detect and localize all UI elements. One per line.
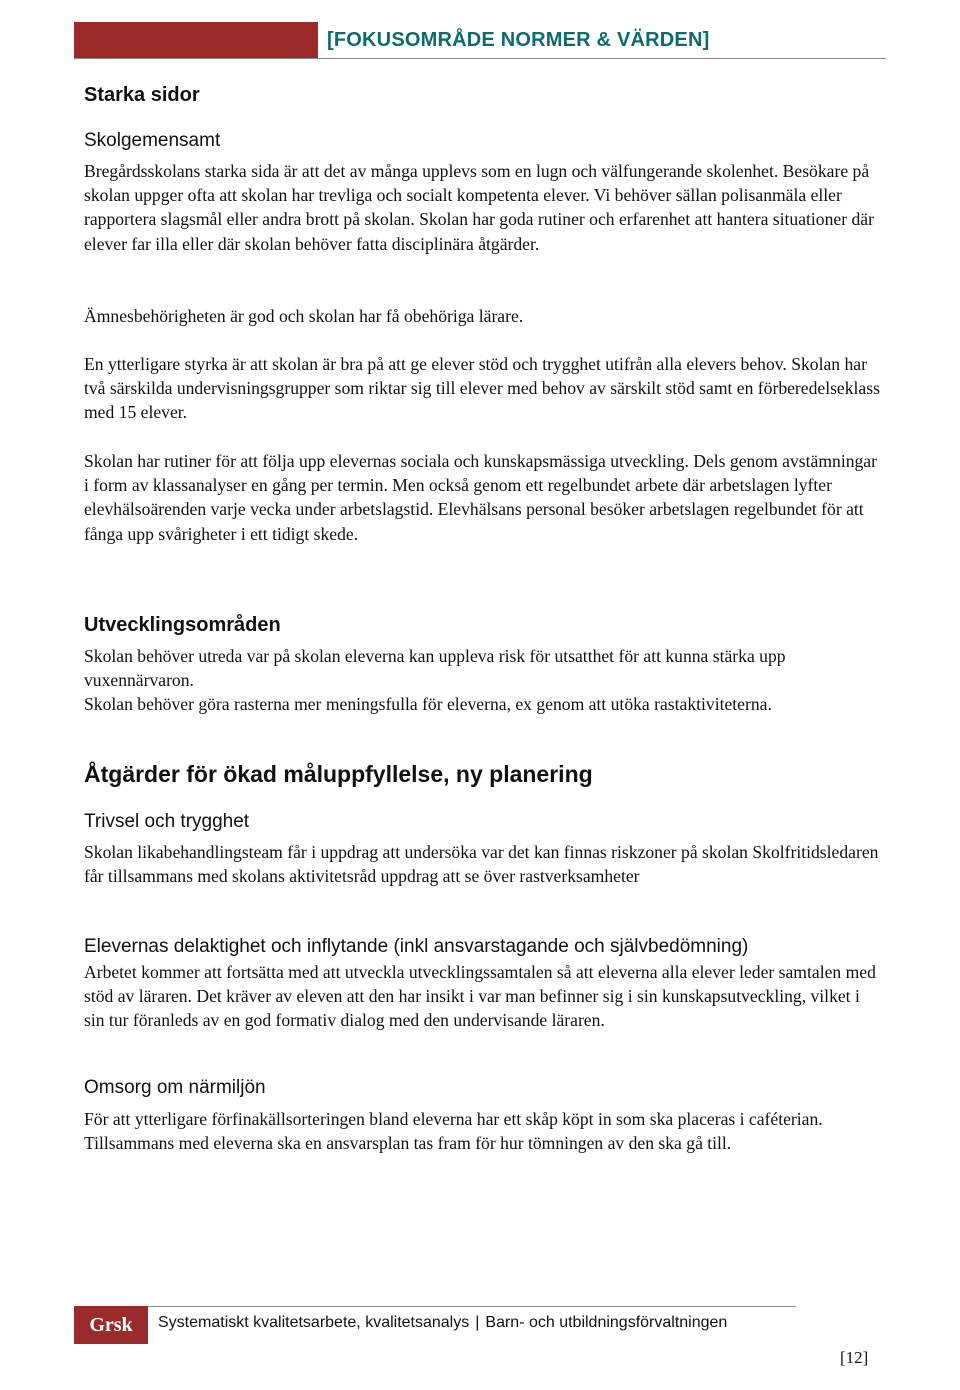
footer-rule bbox=[148, 1306, 796, 1307]
paragraph-styrka: En ytterligare styrka är att skolan är bra på att ge elever stöd och trygghet utifrån alla elevers behov. Skolan har två särskilda undervisningsgrupper som riktar sig till elever med behov av särskilt stöd samt en förberedelseklass med 15 elever. bbox=[84, 354, 880, 423]
paragraph-omsorg: För att ytterligare förfinakällsorteringen bland eleverna har ett skåp köpt in som ska placeras i caféterian. Tillsammans med eleverna ska en ansvarsplan tas fram för hur tömningen av den ska gå till. bbox=[84, 1109, 823, 1154]
subheading-omsorg: Omsorg om närmiljön bbox=[84, 1077, 266, 1098]
paragraph-rutiner: Skolan har rutiner för att följa upp elevernas sociala och kunskapsmässiga utveckling. Dels genom avstämningar i form av klassanalyser en gång per termin. Men också genom ett regelbundet arbete där arbetslagen lyfter elevhälsoärenden varje vecka under arbetslagstid. Elevhälsans personal besöker arbetslagen regelbundet för att fånga upp svårigheter i ett tidigt skede. bbox=[84, 451, 877, 544]
header-accent-bar bbox=[74, 22, 318, 58]
subheading-trivsel: Trivsel och trygghet bbox=[84, 811, 250, 832]
heading-utvecklingsomraden: Utvecklingsområden bbox=[84, 614, 281, 636]
paragraph-amnesbehorighet: Ämnesbehörigheten är god och skolan har få obehöriga lärare. bbox=[84, 306, 524, 326]
header-title: [FOKUSOMRÅDE NORMER & VÄRDEN] bbox=[327, 29, 710, 51]
footer-separator: | bbox=[475, 1314, 480, 1331]
paragraph-trivsel: Skolan likabehandlingsteam får i uppdrag att undersöka var det kan finnas riskzoner på skolan Skolfritidsledaren får tillsammans med skolans aktivitetsråd uppdrag att se över rastverksamheter bbox=[84, 842, 879, 887]
paragraph-utveckling-1: Skolan behöver utreda var på skolan eleverna kan uppleva risk för utsatthet för att kunna stärka upp vuxennärvaron. bbox=[84, 646, 786, 691]
subheading-skolgemensamt: Skolgemensamt bbox=[84, 130, 221, 151]
heading-atgarder: Åtgärder för ökad måluppfyllelse, ny planering bbox=[84, 761, 593, 787]
header-rule bbox=[74, 58, 886, 59]
footer-text-right: Barn- och utbildningsförvaltningen bbox=[485, 1314, 728, 1331]
paragraph-skolgemensamt: Bregårdsskolans starka sida är att det av många upplevs som en lugn och välfungerande skolenhet. Besökare på skolan uppger ofta att skolan har trevliga och socialt kompetenta elever. Vi behöver sällan polisanmäla eller rapportera slagsmål eller andra brott på skolan. Skolan har goda rutiner och erfarenhet att hantera situationer där elever far illa eller där skolan behöver fatta disciplinära åtgärder. bbox=[84, 161, 874, 254]
footer-text-left: Systematiskt kvalitetsarbete, kvalitetsanalys bbox=[158, 1314, 470, 1331]
footer-text bbox=[158, 1314, 727, 1332]
heading-starka-sidor: Starka sidor bbox=[84, 84, 200, 106]
subheading-delaktighet: Elevernas delaktighet och inflytande (inkl ansvarstagande och självbedömning) bbox=[84, 936, 749, 957]
paragraph-delaktighet: Arbetet kommer att fortsätta med att utveckla utvecklingssamtalen så att eleverna alla elever leder samtalen med stöd av läraren. Det kräver av eleven att den har insikt i var man befinner sig i sin kunskapsutveckling, vilket i sin tur föranleds av en god formativ dialog med den undervisande läraren. bbox=[84, 962, 876, 1031]
footer-logo: Grsk bbox=[74, 1306, 148, 1344]
paragraph-utveckling-2: Skolan behöver göra rasterna mer meningsfulla för eleverna, ex genom att utöka rastaktiviteterna. bbox=[84, 694, 772, 714]
page-number: [12] bbox=[840, 1348, 869, 1367]
